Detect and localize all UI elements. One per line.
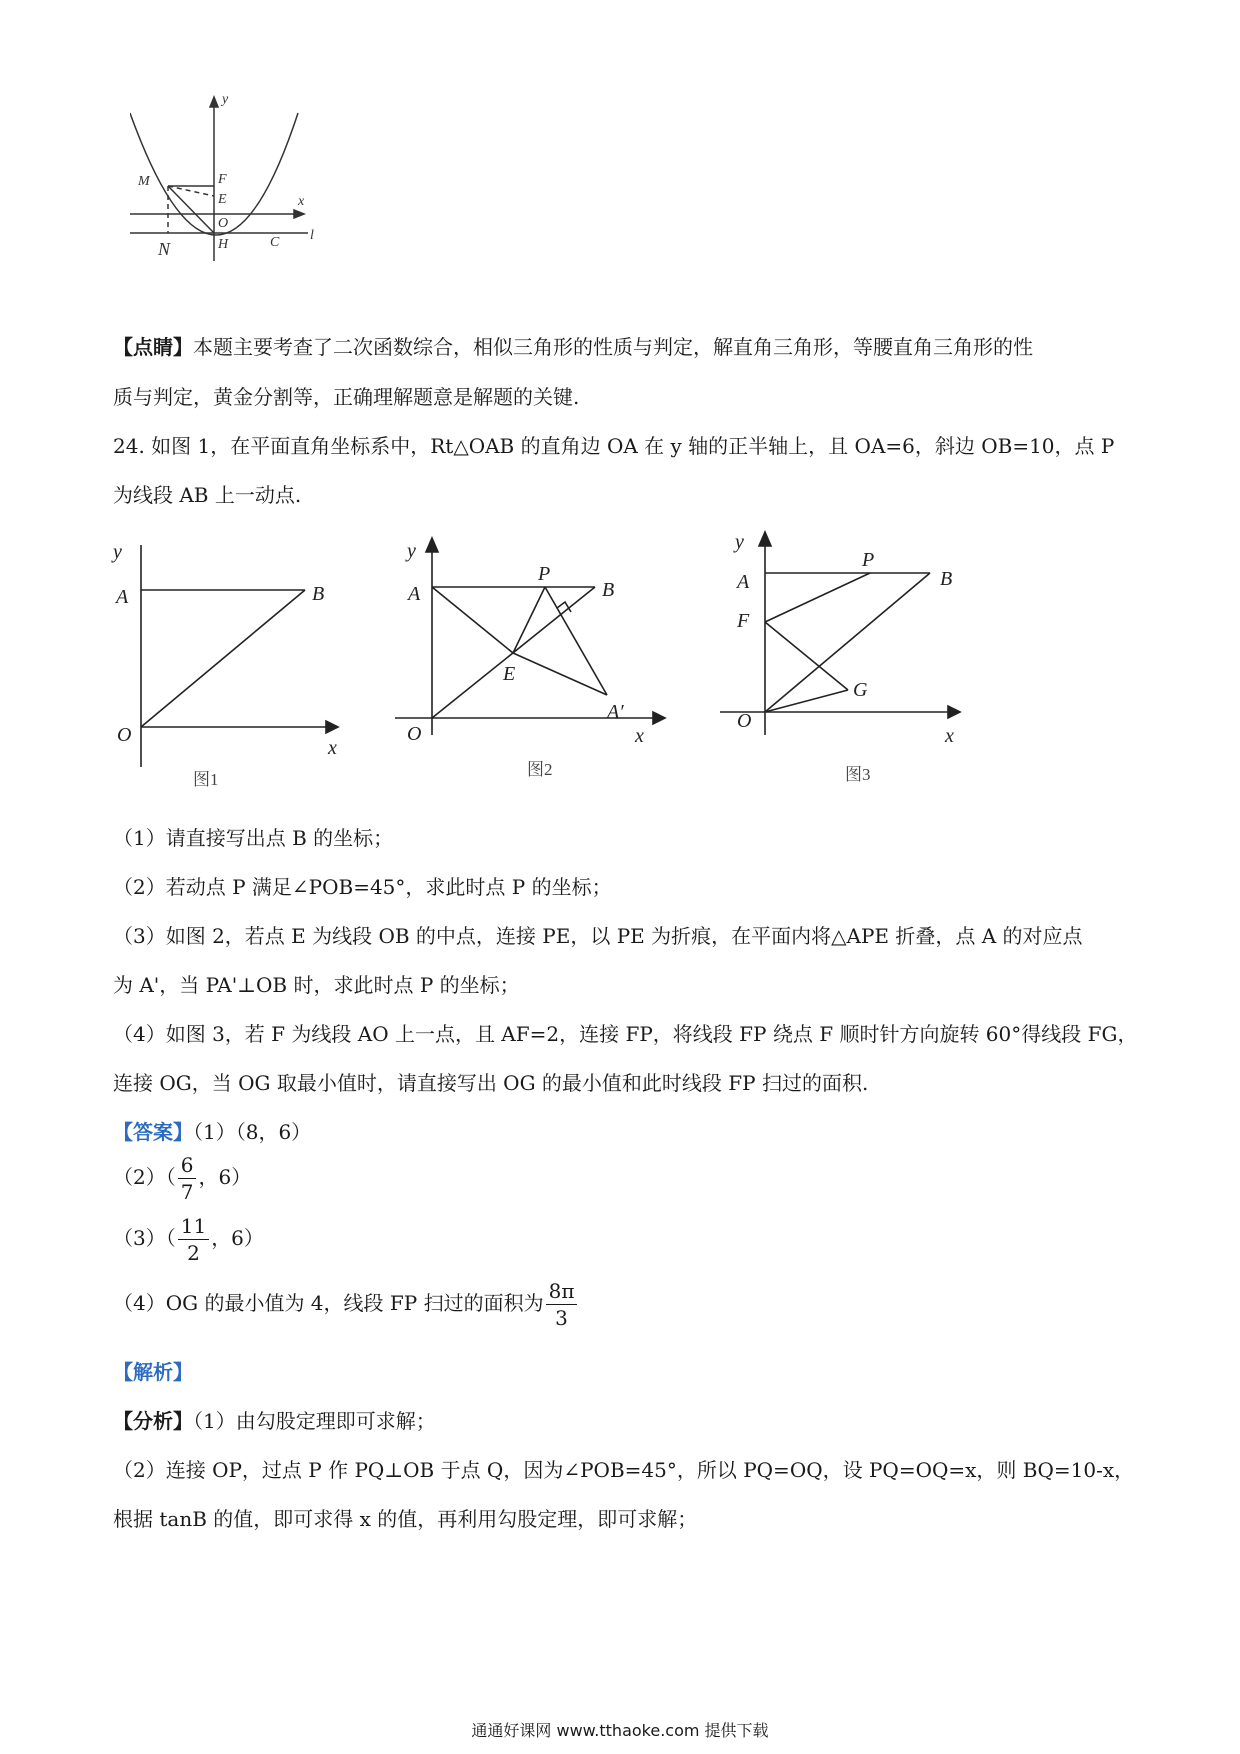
answer-tag: 【答案】: [113, 1120, 193, 1144]
label-E: E: [218, 192, 227, 207]
fig1-caption: 图1: [193, 770, 219, 789]
fig1-label-y: y: [113, 541, 122, 563]
question-2: （2）若动点 P 满足∠POB=45°，求此时点 P 的坐标；: [113, 875, 612, 899]
fig3-label-y: y: [735, 531, 744, 553]
fig2-label-B: B: [602, 579, 615, 601]
fig3-label-G: G: [853, 679, 868, 701]
fig2-label-O: O: [407, 723, 422, 745]
figure-2: [395, 530, 685, 795]
answer-4-fraction: $\frac{8\pi}{3}$: [546, 1278, 578, 1331]
label-x: x: [298, 194, 305, 209]
answer-2-fraction: $\frac{6}{7}$: [178, 1152, 197, 1205]
label-F: F: [218, 172, 227, 187]
fig3-caption: 图3: [845, 765, 871, 784]
figure-3: [720, 520, 980, 800]
fenxi-2-line1: （2）连接 OP，过点 P 作 PQ⊥OB 于点 Q，因为∠POB=45°，所以 PQ=OQ，设 PQ=OQ=x，则 BQ=10-x，: [113, 1458, 1135, 1482]
answer-4: （4）OG 的最小值为 4，线段 FP 扫过的面积为 $\frac{8\pi}{3}$: [113, 1278, 579, 1331]
problem-line2: 为线段 AB 上一动点.: [113, 483, 302, 507]
answer-2: （2）（ $\frac{6}{7}$ ，6）: [113, 1153, 252, 1204]
dianjing-line1: 【点睛】本题主要考查了二次函数综合，相似三角形的性质与判定，解直角三角形，等腰直角三角形的性: [113, 335, 1033, 359]
fig2-label-P: P: [538, 563, 551, 585]
fig3-label-P: P: [862, 549, 875, 571]
fig1-label-B: B: [312, 583, 325, 605]
fig3-label-A: A: [737, 571, 750, 593]
fenxi-2-line2: 根据 tanB 的值，即可求得 x 的值，再利用勾股定理，即可求解；: [113, 1507, 698, 1531]
fenxi-tag: 【分析】: [113, 1409, 193, 1433]
fig2-label-A: A: [408, 583, 421, 605]
fig3-label-O: O: [737, 710, 752, 732]
figure-1: [110, 535, 360, 795]
label-y: y: [222, 95, 229, 107]
fig2-label-Aprime: A′: [607, 701, 624, 723]
label-O: O: [218, 216, 229, 231]
fig1-label-O: O: [117, 724, 132, 746]
answer-3: （3）（ $\frac{11}{2}$ ，6）: [113, 1214, 264, 1265]
problem-line1: 24. 如图 1，在平面直角坐标系中，Rt△OAB 的直角边 OA 在 y 轴的正半轴上，且 OA=6，斜边 OB=10，点 P: [113, 434, 1115, 458]
question-4-line2: 连接 OG，当 OG 取最小值时，请直接写出 OG 的最小值和此时线段 FP 扫过的面积.: [113, 1071, 869, 1095]
fig2-label-x: x: [635, 725, 644, 747]
fig1-label-A: A: [116, 586, 129, 608]
question-1: （1）请直接写出点 B 的坐标；: [113, 826, 394, 850]
fig3-label-F: F: [737, 610, 750, 632]
question-3-line1: （3）如图 2，若点 E 为线段 OB 的中点，连接 PE，以 PE 为折痕，在平面内将△APE 折叠，点 A 的对应点: [113, 924, 1083, 948]
answer-3-fraction: $\frac{11}{2}$: [178, 1213, 209, 1266]
answer-1: 【答案】（1）（8，6）: [113, 1120, 312, 1144]
label-M: M: [138, 174, 150, 189]
fig2-caption: 图2: [527, 760, 553, 779]
fig3-label-B: B: [940, 568, 953, 590]
label-C: C: [270, 235, 280, 250]
label-l: l: [310, 228, 314, 243]
label-N: N: [158, 239, 171, 259]
fig2-label-E: E: [503, 663, 516, 685]
dianjing-line2: 质与判定，黄金分割等，正确理解题意是解题的关键.: [113, 385, 580, 409]
parabola-figure: [130, 95, 400, 295]
fenxi-1: 【分析】（1）由勾股定理即可求解；: [113, 1409, 436, 1433]
footer: 通通好课网 www.tthaoke.com 提供下载: [471, 1721, 769, 1740]
question-4-line1: （4）如图 3，若 F 为线段 AO 上一点，且 AF=2，连接 FP，将线段 FP 绕点 F 顺时针方向旋转 60°得线段 FG，: [113, 1022, 1138, 1046]
fig2-label-y: y: [407, 540, 416, 562]
analysis-tag: 【解析】: [113, 1360, 193, 1384]
label-H: H: [218, 237, 229, 252]
question-3-line2: 为 A'，当 PA'⊥OB 时，求此时点 P 的坐标；: [113, 973, 520, 997]
fig1-label-x: x: [328, 737, 337, 759]
dianjing-tag: 【点睛】: [113, 335, 193, 359]
fig3-label-x: x: [945, 725, 954, 747]
